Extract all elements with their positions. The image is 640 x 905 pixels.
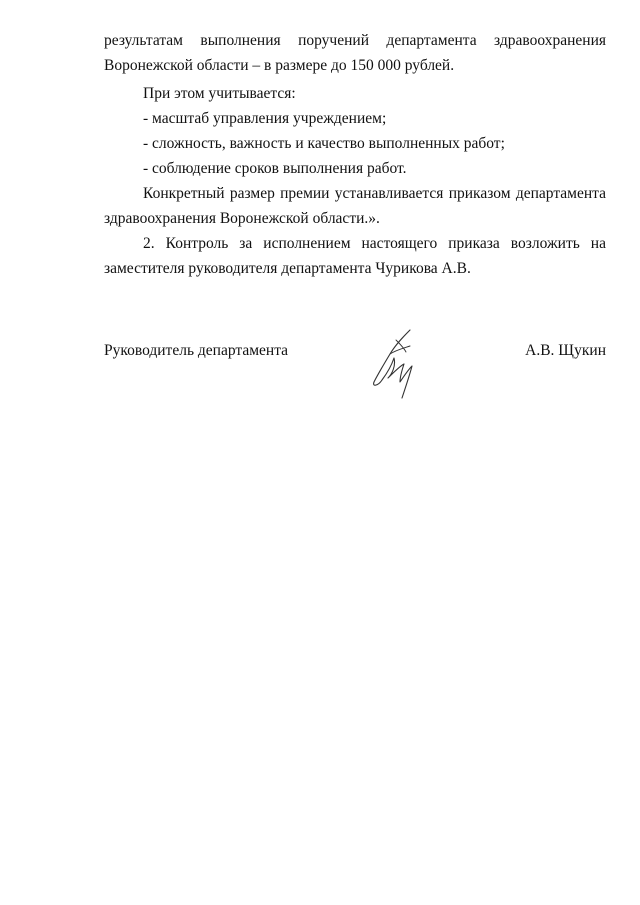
list-item: - сложность, важность и качество выполненных работ; [143, 135, 505, 152]
paragraph-control: 2. Контроль за исполнением настоящего приказа возложить на заместителя руководителя департамента Чурикова А.В. [104, 235, 606, 277]
paragraph-bonus-amount: Конкретный размер премии устанавливается приказом департамента здравоохранения Воронежской области.». [104, 185, 606, 227]
paragraph-considered: При этом учитывается: [143, 85, 296, 102]
list-item: - масштаб управления учреждением; [143, 110, 387, 127]
list-item: - соблюдение сроков выполнения работ. [143, 160, 407, 177]
paragraph-line-1: результатам выполнения поручений департамента здравоохранения [104, 32, 606, 49]
signatory-title: Руководитель департамента [104, 342, 289, 359]
signature-block [104, 340, 606, 410]
signatory-name: А.В. Щукин [525, 342, 606, 359]
document-body [104, 28, 606, 281]
handwritten-signature [366, 326, 426, 402]
paragraph-line-2: Воронежской области – в размере до 150 000 рублей. [104, 57, 455, 74]
